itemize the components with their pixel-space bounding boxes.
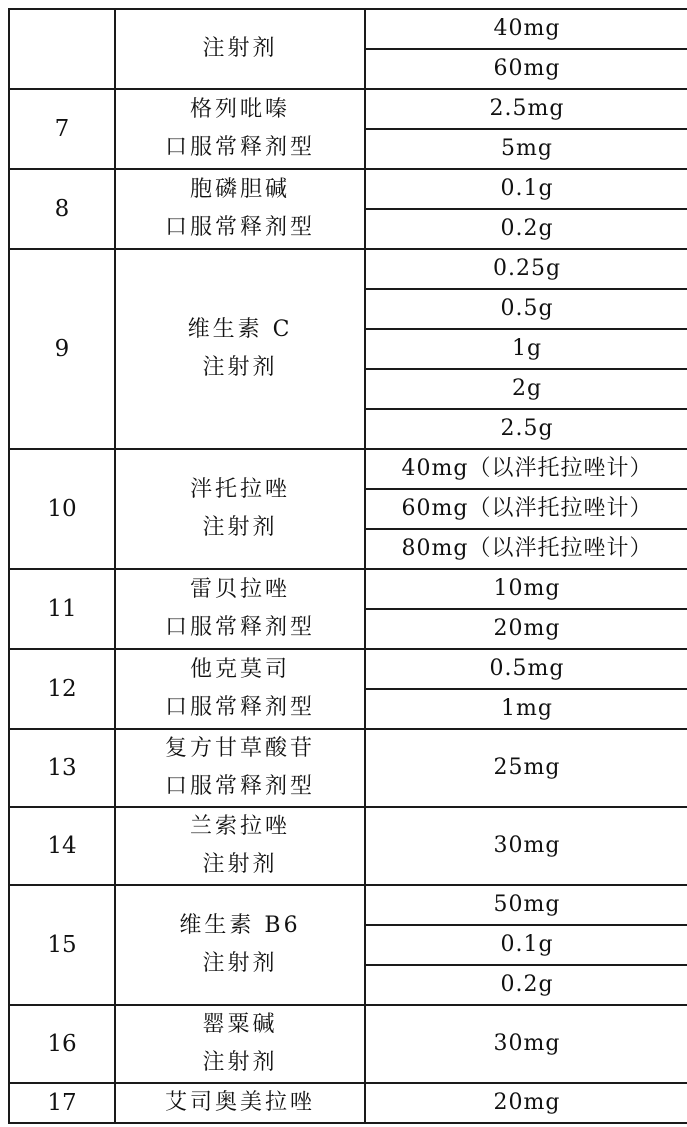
row-number-cell: 13 (9, 729, 115, 807)
table-row (9, 1083, 687, 1123)
specification-cell: 30mg (365, 1005, 687, 1083)
drug-name: 罂粟碱 (202, 1012, 278, 1037)
specification-cell: 20mg (365, 1083, 687, 1123)
specification-cell: 10mg (365, 569, 687, 609)
drug-name-cell (115, 885, 365, 1005)
drug-name: 他克莫司 (189, 657, 290, 682)
specification-cell: 0.5mg (365, 649, 687, 689)
row-number-cell: 8 (9, 169, 115, 249)
row-number-cell: 7 (9, 89, 115, 169)
specification-cell: 50mg (365, 885, 687, 925)
specification-cell: 60mg (365, 49, 687, 89)
drug-name-cell (115, 1005, 365, 1083)
table-row (9, 729, 687, 807)
row-number-cell: 9 (9, 249, 115, 449)
drug-name: 泮托拉唑 (189, 477, 290, 502)
specification-cell: 0.5g (365, 289, 687, 329)
drug-name-cell (115, 649, 365, 729)
specification-cell: 0.1g (365, 169, 687, 209)
drug-name: 艾司奥美拉唑 (164, 1090, 315, 1115)
dosage-form: 口服常释剂型 (164, 695, 315, 720)
specification-cell: 20mg (365, 609, 687, 649)
specification-cell: 2.5g (365, 409, 687, 449)
specification-cell: 0.25g (365, 249, 687, 289)
table-row (9, 807, 687, 885)
drug-name: 注射剂 (202, 36, 278, 61)
drug-name: 兰索拉唑 (189, 814, 290, 839)
dosage-form: 注射剂 (202, 355, 278, 380)
specification-cell: 60mg（以泮托拉唑计） (365, 489, 687, 529)
row-number-cell: 14 (9, 807, 115, 885)
dosage-form: 注射剂 (202, 951, 278, 976)
drug-name: 复方甘草酸苷 (164, 736, 315, 761)
drug-name-cell (115, 807, 365, 885)
row-number-cell: 16 (9, 1005, 115, 1083)
specification-cell: 0.1g (365, 925, 687, 965)
dosage-form: 口服常释剂型 (164, 215, 315, 240)
drug-name-cell (115, 1083, 365, 1123)
specification-cell: 5mg (365, 129, 687, 169)
table-row (9, 449, 687, 489)
drug-name: 维生素 C (187, 317, 293, 342)
drug-name: 维生素 B6 (179, 913, 301, 938)
table-row (9, 885, 687, 925)
specification-cell: 1g (365, 329, 687, 369)
dosage-form: 注射剂 (202, 852, 278, 877)
specification-cell: 0.2g (365, 965, 687, 1005)
drug-name-cell (115, 249, 365, 449)
dosage-form: 口服常释剂型 (164, 615, 315, 640)
row-number-cell: 10 (9, 449, 115, 569)
table-row (9, 1005, 687, 1083)
specification-cell: 80mg（以泮托拉唑计） (365, 529, 687, 569)
dosage-form: 口服常释剂型 (164, 135, 315, 160)
drug-name: 雷贝拉唑 (189, 577, 290, 602)
specification-cell: 40mg（以泮托拉唑计） (365, 449, 687, 489)
drug-name-cell (115, 729, 365, 807)
specification-cell: 0.2g (365, 209, 687, 249)
drug-name: 胞磷胆碱 (189, 177, 290, 202)
table-row (9, 9, 687, 49)
table-row (9, 249, 687, 289)
dosage-form: 注射剂 (202, 515, 278, 540)
drug-name-cell (115, 569, 365, 649)
specification-cell: 30mg (365, 807, 687, 885)
row-number-cell: 12 (9, 649, 115, 729)
specification-cell: 2g (365, 369, 687, 409)
row-number-cell: 11 (9, 569, 115, 649)
row-number-cell: 17 (9, 1083, 115, 1123)
row-number-cell (9, 9, 115, 89)
specification-cell: 40mg (365, 9, 687, 49)
drug-name-cell (115, 449, 365, 569)
drug-name-cell (115, 169, 365, 249)
drug-name-cell (115, 9, 365, 89)
specification-cell: 25mg (365, 729, 687, 807)
drug-spec-table (8, 8, 687, 1124)
table-row (9, 89, 687, 129)
dosage-form: 注射剂 (202, 1050, 278, 1075)
specification-cell: 1mg (365, 689, 687, 729)
dosage-form: 口服常释剂型 (164, 774, 315, 799)
row-number-cell: 15 (9, 885, 115, 1005)
drug-name-cell (115, 89, 365, 169)
table-row (9, 169, 687, 209)
specification-cell: 2.5mg (365, 89, 687, 129)
table-row (9, 569, 687, 609)
table-body (9, 9, 687, 1123)
drug-name: 格列吡嗪 (189, 97, 290, 122)
table-row (9, 649, 687, 689)
